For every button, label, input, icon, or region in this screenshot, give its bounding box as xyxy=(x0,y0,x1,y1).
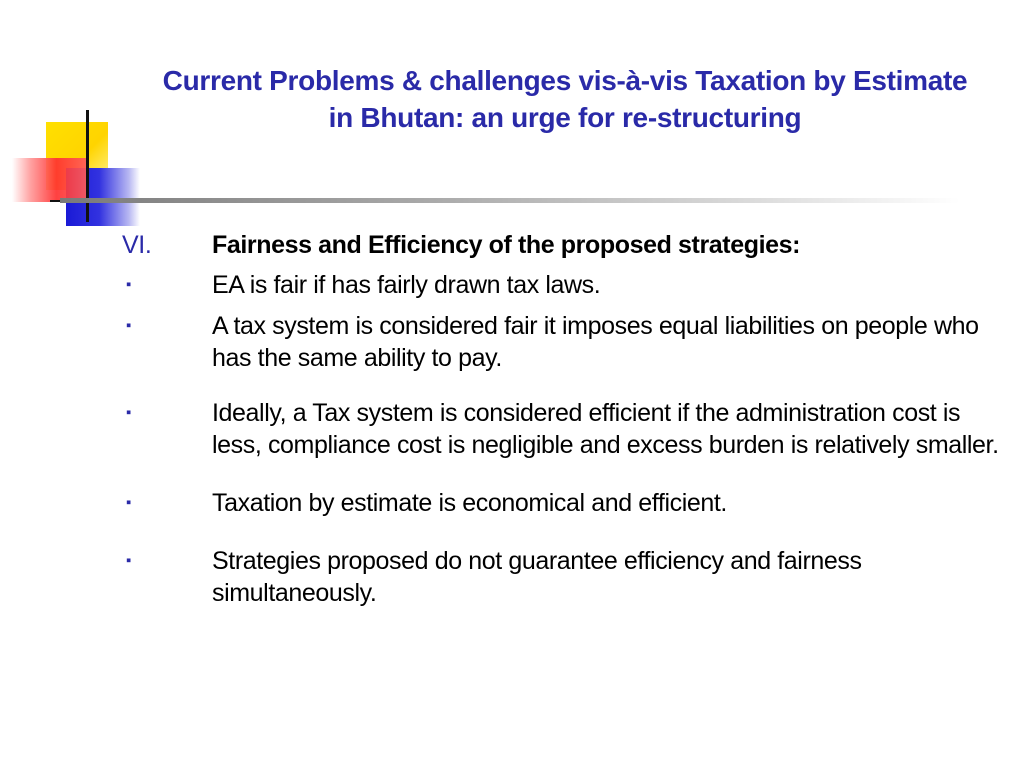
bullet-item xyxy=(122,269,1002,301)
slide-title xyxy=(140,62,990,136)
section-heading-text: Fairness and Efficiency of the proposed strategies: xyxy=(212,231,801,259)
section-heading xyxy=(122,228,1002,262)
bullet-text: Strategies proposed do not guarantee efficiency and fairness simultaneously. xyxy=(212,547,862,607)
bullet-text: Taxation by estimate is economical and efficient. xyxy=(212,489,727,517)
bullet-text: EA is fair if has fairly drawn tax laws. xyxy=(212,271,601,299)
bullet-item xyxy=(122,397,1002,461)
slide-title-line-2: in Bhutan: an urge for re-structuring xyxy=(328,102,802,133)
section-number: VI. xyxy=(122,231,152,259)
bullet-icon: ▪ xyxy=(126,276,131,293)
bullet-icon: ▪ xyxy=(126,317,131,334)
slide-content xyxy=(122,228,1002,609)
bullet-item xyxy=(122,545,1002,609)
bullet-text: A tax system is considered fair it imposes equal liabilities on people who has the same ability to pay. xyxy=(212,312,979,372)
slide-title-line-1: Current Problems & challenges vis-à-vis Taxation by Estimate xyxy=(162,65,968,96)
title-divider xyxy=(60,198,960,203)
bullet-item xyxy=(122,487,1002,519)
bullet-icon: ▪ xyxy=(126,494,131,511)
bullet-item xyxy=(122,310,1002,374)
bullet-icon: ▪ xyxy=(126,552,131,569)
bullet-icon: ▪ xyxy=(126,404,131,421)
bullet-text: Ideally, a Tax system is considered efficient if the administration cost is less, compliance cost is negligible and excess burden is relatively smaller. xyxy=(212,399,999,459)
decorative-vertical-line xyxy=(86,110,89,222)
decorative-red-square xyxy=(12,158,86,202)
